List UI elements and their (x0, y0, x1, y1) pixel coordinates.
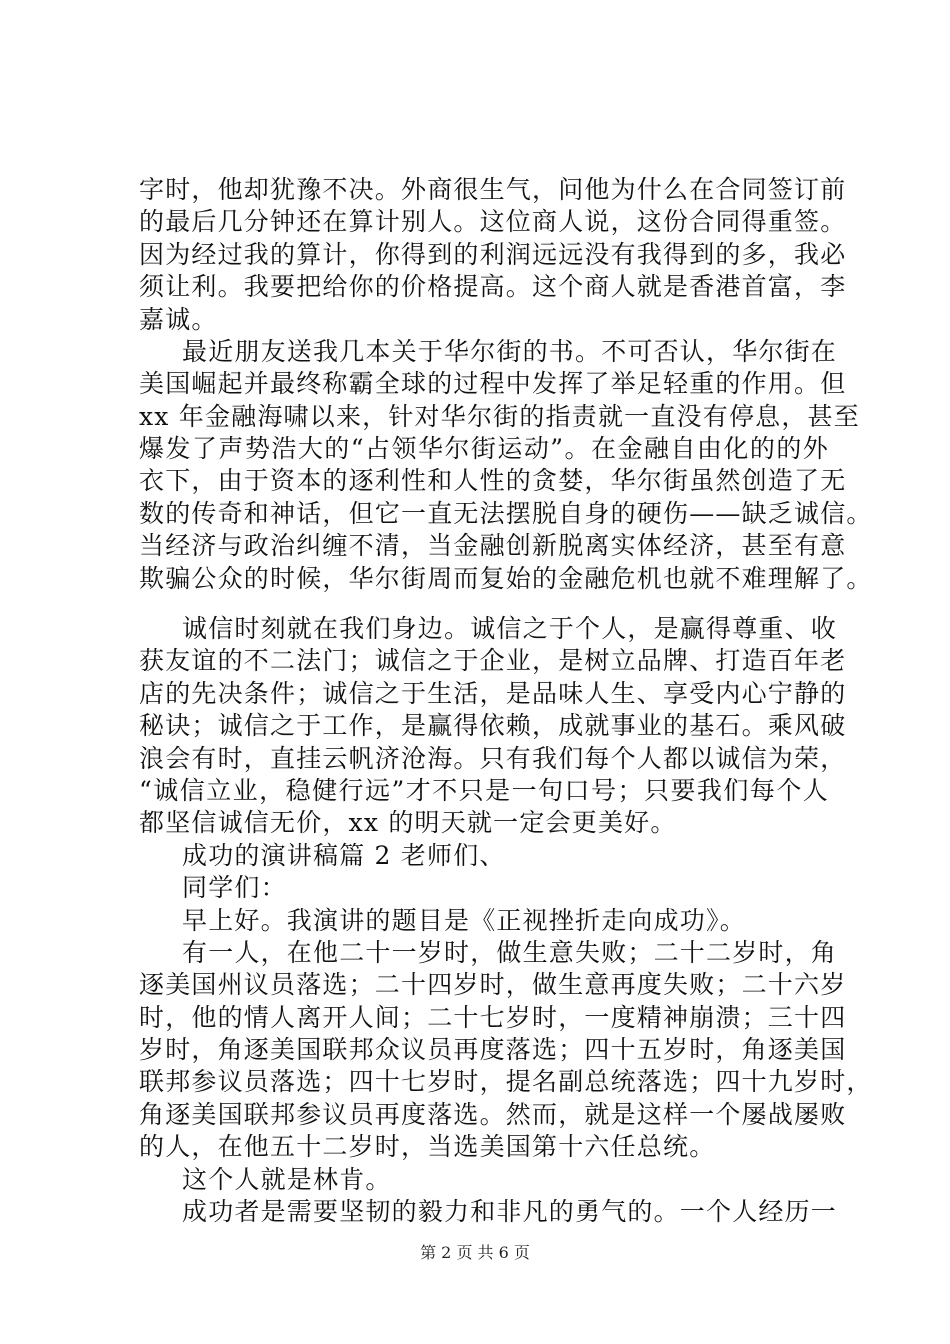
paragraph-line: 获友谊的不二法门；诚信之于企业，是树立品牌、打造百年老 (139, 646, 847, 675)
paragraph-line: 店的先决条件；诚信之于生活，是品味人生、享受内心宁静的 (139, 679, 847, 708)
paragraph-line: 美国崛起并最终称霸全球的过程中发挥了举足轻重的作用。但 (139, 369, 847, 398)
paragraph-line: 早上好。我演讲的题目是《正视挫折走向成功》。 (182, 906, 746, 935)
paragraph-line: 都坚信诚信无价，xx 的明天就一定会更美好。 (139, 808, 677, 837)
paragraph-line: 逐美国州议员落选；二十四岁时，做生意再度失败；二十六岁 (139, 970, 847, 999)
paragraph-line: 因为经过我的算计，你得到的利润远远没有我得到的多，我必 (139, 240, 847, 269)
paragraph-line: 当经济与政治纠缠不清，当金融创新脱离实体经济，甚至有意 (139, 531, 847, 560)
paragraph-line: “诚信立业，稳健行远”才不只是一句口号；只要我们每个人 (139, 776, 829, 805)
paragraph-line: 衣下，由于资本的逐利性和人性的贪婪，华尔街虽然创造了无 (139, 466, 847, 495)
paragraph-line: 这个人就是林肯。 (182, 1165, 392, 1194)
paragraph-line: 数的传奇和神话，但它一直无法摆脱自身的硬伤——缺乏诚信。 (139, 499, 873, 528)
paragraph-line: 秘诀；诚信之于工作，是赢得依赖，成就事业的基石。乘风破 (139, 711, 847, 740)
salutation-line: 同学们： (182, 873, 287, 902)
section-heading: 成功的演讲稿篇 2 老师们、 (182, 841, 506, 870)
paragraph-line: 岁时，角逐美国联邦众议员再度落选；四十五岁时，角逐美国 (139, 1035, 847, 1064)
paragraph-line: 爆发了声势浩大的“占领华尔街运动”。在金融自由化的的外 (139, 434, 829, 463)
paragraph-line: 的人，在他五十二岁时，当选美国第十六任总统。 (139, 1132, 716, 1161)
paragraph-line: 有一人，在他二十一岁时，做生意失败；二十二岁时，角 (182, 938, 838, 967)
paragraph-line: 浪会有时，直挂云帆济沧海。只有我们每个人都以诚信为荣， (139, 744, 847, 773)
paragraph-line: 角逐美国联邦参议员再度落选。然而，就是这样一个屡战屡败 (139, 1100, 847, 1129)
paragraph-line: 时，他的情人离开人间；二十七岁时，一度精神崩溃；三十四 (139, 1003, 847, 1032)
paragraph-line: 诚信时刻就在我们身边。诚信之于个人，是赢得尊重、收 (182, 614, 838, 643)
paragraph-line: 最近朋友送我几本关于华尔街的书。不可否认，华尔街在 (182, 337, 838, 366)
paragraph-line: xx 年金融海啸以来，针对华尔街的指责就一直没有停息，甚至 (139, 402, 860, 431)
page-number-footer: 第 2 页 共 6 页 (420, 1243, 530, 1262)
paragraph-line: 嘉诚。 (139, 305, 218, 334)
paragraph-line: 字时，他却犹豫不决。外商很生气，问他为什么在合同签订前 (139, 175, 847, 204)
paragraph-line: 联邦参议员落选；四十七岁时，提名副总统落选；四十九岁时， (139, 1067, 873, 1096)
paragraph-line: 须让利。我要把给你的价格提高。这个商人就是香港首富，李 (139, 272, 847, 301)
paragraph-line: 成功者是需要坚韧的毅力和非凡的勇气的。一个人经历一 (182, 1197, 838, 1226)
paragraph-line: 欺骗公众的时候，华尔街周而复始的金融危机也就不难理解了。 (139, 564, 873, 593)
paragraph-line: 的最后几分钟还在算计别人。这位商人说，这份合同得重签。 (139, 207, 847, 236)
